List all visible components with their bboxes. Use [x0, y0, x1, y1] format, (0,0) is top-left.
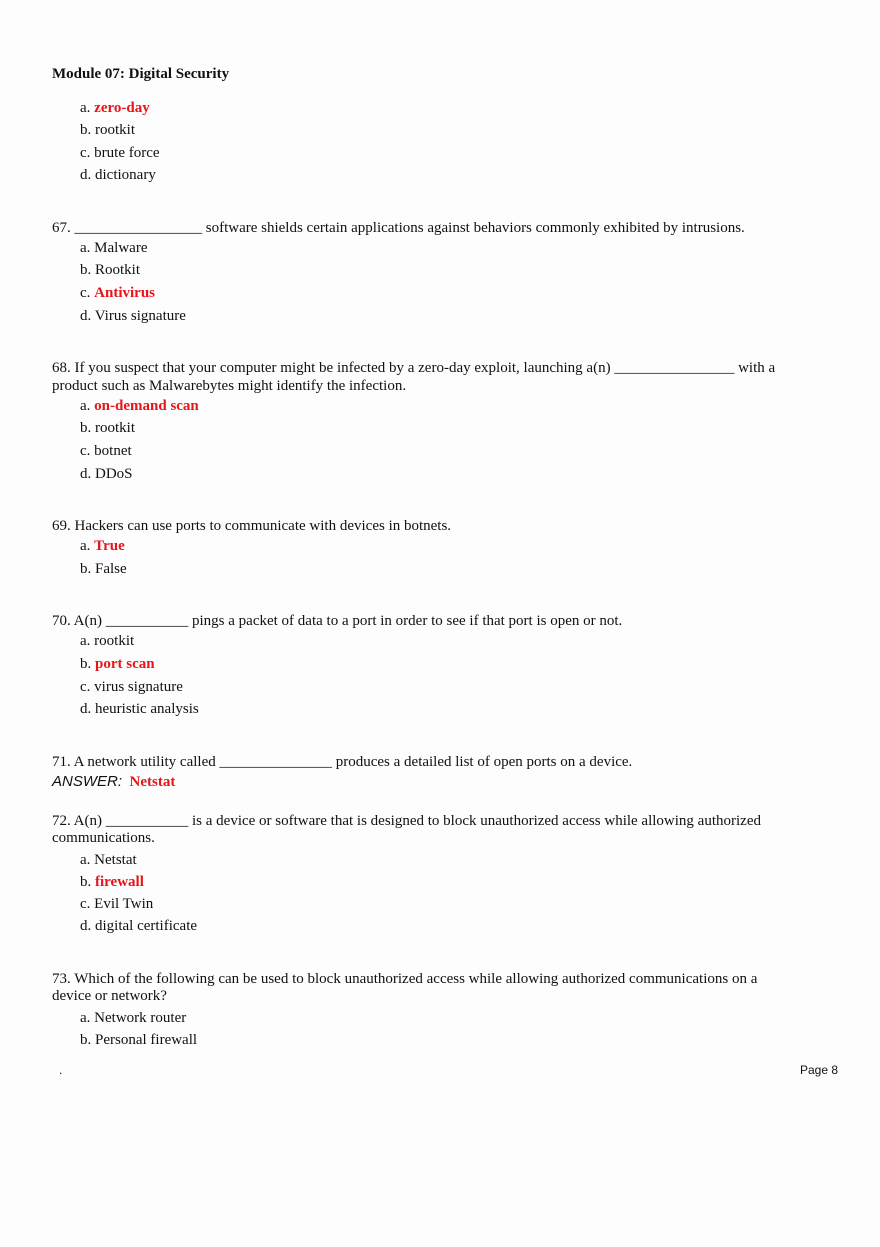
answer-option: [80, 1031, 197, 1049]
question-text: product such as Malwarebytes might identify the infection.: [52, 378, 407, 394]
option-letter: c.: [80, 896, 91, 912]
option-letter: d.: [80, 167, 92, 183]
option-letter: a.: [80, 538, 91, 554]
answer-option: [80, 655, 155, 673]
option-text: botnet: [94, 443, 132, 459]
answer-option: [80, 397, 199, 415]
correct-answer: firewall: [95, 874, 144, 890]
option-text: Personal firewall: [95, 1032, 198, 1048]
option-text: Netstat: [94, 852, 137, 868]
option-text: dictionary: [95, 167, 156, 183]
option-text: rootkit: [95, 122, 135, 138]
answer-option: [80, 261, 140, 279]
option-letter: a.: [80, 852, 91, 868]
option-letter: c.: [80, 443, 91, 459]
question-text: 68. If you suspect that your computer might be infected by a zero-day exploit, launching a(n) ________________ with a: [52, 360, 776, 376]
answer-option: [80, 442, 132, 460]
answer-label: ANSWER:: [52, 773, 123, 790]
option-text: virus signature: [94, 679, 183, 695]
option-letter: a.: [80, 100, 91, 116]
question-text: 71. A network utility called _______________ produces a detailed list of open ports on a device.: [52, 754, 633, 770]
answer-option: [80, 284, 155, 302]
page-title: Module 07: Digital Security: [52, 66, 230, 82]
option-letter: c.: [80, 679, 91, 695]
answer-option: [80, 632, 134, 650]
correct-answer: Netstat: [129, 774, 176, 790]
answer-option: [80, 239, 147, 257]
answer-option: [80, 678, 183, 696]
option-text: False: [95, 561, 127, 577]
answer-option: [80, 700, 199, 718]
option-letter: a.: [80, 240, 91, 256]
footer-mark: .: [59, 1063, 63, 1077]
answer-option: [80, 851, 137, 869]
option-letter: b.: [80, 1032, 92, 1048]
option-letter: c.: [80, 285, 91, 301]
option-text: Network router: [94, 1010, 187, 1026]
option-letter: b.: [80, 656, 92, 672]
page-number: Page 8: [800, 1063, 839, 1077]
option-letter: a.: [80, 1010, 91, 1026]
option-letter: c.: [80, 145, 91, 161]
option-letter: b.: [80, 122, 92, 138]
answer-option: [80, 917, 197, 935]
option-text: rootkit: [94, 633, 135, 649]
answer-option: [80, 560, 127, 578]
question-text: 73. Which of the following can be used to block unauthorized access while allowing authorized communications on a: [52, 971, 758, 987]
option-letter: b.: [80, 420, 92, 436]
answer-option: [80, 121, 135, 139]
option-text: Virus signature: [94, 308, 186, 324]
option-text: digital certificate: [95, 918, 198, 934]
option-letter: d.: [80, 701, 92, 717]
answer-option: [80, 99, 150, 117]
correct-answer: True: [94, 538, 125, 554]
answer-option: [80, 144, 160, 162]
option-text: Evil Twin: [94, 896, 154, 912]
answer-option: [80, 1009, 186, 1027]
answer-option: [80, 895, 153, 913]
correct-answer: on-demand scan: [94, 398, 199, 414]
correct-answer: Antivirus: [94, 285, 156, 301]
question-text: 67. _________________ software shields certain applications against behaviors commonly exhibited by intrusions.: [52, 220, 745, 236]
option-text: rootkit: [95, 420, 135, 436]
answer-option: [80, 307, 186, 325]
option-text: DDoS: [95, 466, 133, 482]
option-text: Malware: [94, 240, 148, 256]
answer-option: [80, 419, 135, 437]
option-text: heuristic analysis: [95, 701, 199, 717]
option-text: brute force: [94, 145, 160, 161]
option-letter: d.: [80, 466, 92, 482]
answer-option: [80, 166, 156, 184]
answer-option: [80, 537, 125, 555]
option-text: Rootkit: [95, 262, 141, 278]
answer-line: [52, 773, 175, 791]
option-letter: b.: [80, 262, 92, 278]
correct-answer: zero-day: [94, 100, 150, 116]
option-letter: b.: [80, 874, 92, 890]
answer-option: [80, 873, 144, 891]
question-text: communications.: [52, 830, 155, 846]
option-letter: a.: [80, 633, 91, 649]
correct-answer: port scan: [95, 656, 155, 672]
question-text: 69. Hackers can use ports to communicate with devices in botnets.: [52, 518, 452, 534]
question-text: 70. A(n) ___________ pings a packet of data to a port in order to see if that port is open or not.: [52, 613, 623, 629]
question-text: 72. A(n) ___________ is a device or software that is designed to block unauthorized access while allowing authorized: [52, 813, 761, 829]
answer-option: [80, 465, 133, 483]
option-letter: b.: [80, 561, 92, 577]
option-letter: a.: [80, 398, 91, 414]
option-letter: d.: [80, 308, 92, 324]
question-text: device or network?: [52, 988, 167, 1004]
option-letter: d.: [80, 918, 92, 934]
